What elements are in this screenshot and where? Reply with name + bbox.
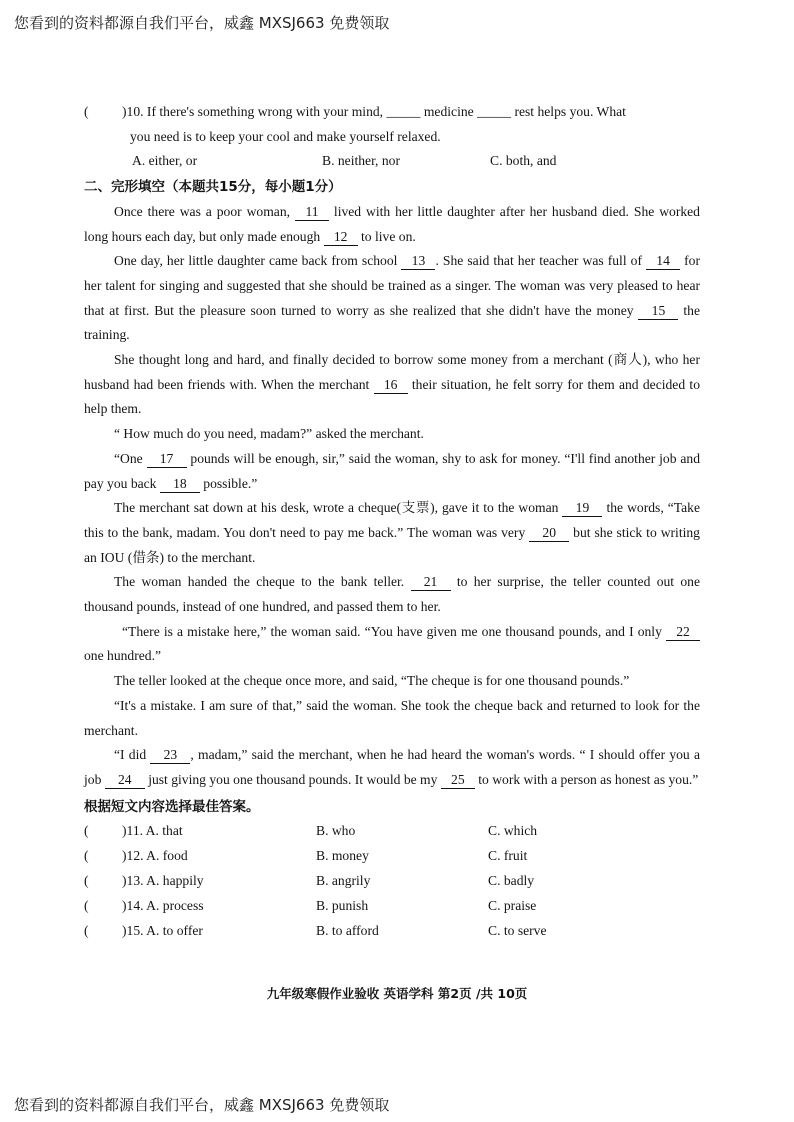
answer-row-15	[84, 919, 700, 944]
answer-paren: (	[84, 923, 89, 939]
answer-paren: (	[84, 898, 89, 914]
passage-paragraph-3: She thought long and hard, and finally decided to borrow some money from a merchant (商人), who her husband had been friends with. When the merchant 16 their situation, he felt sorry for them and decided to help them.	[84, 352, 700, 417]
answer-paren: (	[84, 848, 89, 864]
question-10	[84, 100, 700, 174]
blank-21: 21	[411, 574, 451, 591]
option-b: B. money	[316, 848, 369, 864]
answer-options-list	[84, 819, 700, 944]
passage-paragraph-9: The teller looked at the cheque once more, and said, “The cheque is for one thousand pounds.”	[114, 673, 630, 689]
blank-25: 25	[441, 772, 475, 789]
passage-paragraph-1: Once there was a poor woman, 11 lived with her little daughter after her husband died. She worked long hours each day, but only made enough 12 to live on.	[84, 203, 700, 244]
section-2-title: 二、完形填空（本题共15分，每小题1分）	[84, 179, 342, 196]
answer-row-13	[84, 869, 700, 894]
blank-13: 13	[401, 253, 435, 270]
blank-15: 15	[638, 303, 678, 320]
option-b: B. angrily	[316, 873, 371, 889]
option-a: )15. A. to offer	[122, 923, 203, 939]
answer-row-14	[84, 894, 700, 919]
option-c: C. praise	[488, 898, 537, 914]
question-10-options	[84, 149, 700, 174]
blank-17: 17	[147, 451, 187, 468]
passage-paragraph-10: “It's a mistake. I am sure of that,” said the woman. She took the cheque back and returned to look for the merchant.	[84, 697, 700, 738]
answer-paren: (	[84, 873, 89, 889]
blank-20: 20	[529, 525, 569, 542]
blank-23: 23	[150, 747, 190, 764]
page-footer: 九年级寒假作业验收 英语学科 第2页 /共 10页	[266, 986, 528, 1001]
passage-paragraph-11: “I did 23 , madam,” said the merchant, when he had heard the woman's words. “ I should offer you a job 24 just giving you one thousand pounds. It would be my 25 to work with a person as honest as you.”	[84, 747, 700, 787]
blank-16: 16	[374, 377, 408, 394]
blank-14: 14	[646, 253, 680, 270]
passage-paragraph-5: “One 17 pounds will be enough, sir,” said the woman, shy to ask for money. “I'll find another job and pay you back 18 possible.”	[84, 450, 701, 491]
blank-24: 24	[105, 772, 145, 789]
blank-22: 22	[666, 624, 700, 641]
answer-paren: (	[84, 104, 89, 119]
answer-row-12	[84, 844, 700, 869]
answer-instruction: 根据短文内容选择最佳答案。	[84, 798, 260, 815]
watermark-bottom: 您看到的资料都源自我们平台，威鑫 MXSJ663 免费领取	[14, 1096, 390, 1114]
option-a: A. either, or	[132, 153, 198, 169]
exam-page	[84, 100, 700, 944]
option-b: B. punish	[316, 898, 369, 914]
passage-paragraph-7: The woman handed the cheque to the bank teller. 21 to her surprise, the teller counted out one thousand pounds, instead of one hundred, and passed them to her.	[84, 574, 701, 615]
option-b: B. to afford	[316, 923, 379, 939]
blank-12: 12	[324, 229, 358, 246]
option-c: C. fruit	[488, 848, 528, 864]
option-b: B. neither, nor	[322, 153, 400, 169]
option-a: )13. A. happily	[122, 873, 204, 889]
option-a: )11. A. that	[122, 823, 183, 839]
passage-paragraph-4: “ How much do you need, madam?” asked the merchant.	[114, 426, 424, 442]
watermark-top: 您看到的资料都源自我们平台，威鑫 MXSJ663 免费领取	[14, 14, 390, 32]
option-c: C. which	[488, 823, 538, 839]
blank-19: 19	[562, 500, 602, 517]
blank-11: 11	[295, 204, 329, 221]
blank-18: 18	[160, 476, 200, 493]
answer-paren: (	[84, 823, 89, 839]
option-c: C. both, and	[490, 153, 557, 169]
passage-paragraph-2: One day, her little daughter came back from school 13 . She said that her teacher was full of 14 for her talent for singing and suggested that she should be trained as a singer. The woman was very pleased to hear that at first. But the pleasure soon turned to worry as she realized that she didn't have the money 15 the training.	[84, 253, 701, 343]
option-a: )14. A. process	[122, 898, 204, 914]
passage-paragraph-8: “There is a mistake here,” the woman said. “You have given me one thousand pounds, and I only 22 one hundred.”	[84, 620, 700, 669]
question-10-line2: you need is to keep your cool and make yourself relaxed.	[130, 128, 441, 144]
question-10-line1: )10. If there's something wrong with your mind, _____ medicine _____ rest helps you. What	[122, 104, 626, 119]
passage-paragraph-6: The merchant sat down at his desk, wrote a cheque(支票), gave it to the woman 19 the words, “Take this to the bank, madam. You don't need to pay me back.” The woman was very 20 but she stick to writing an IOU (借条) to the merchant.	[84, 500, 700, 565]
option-c: C. badly	[488, 873, 535, 889]
option-a: )12. A. food	[122, 848, 188, 864]
option-c: C. to serve	[488, 923, 547, 939]
answer-row-11	[84, 819, 700, 844]
option-b: B. who	[316, 823, 356, 839]
